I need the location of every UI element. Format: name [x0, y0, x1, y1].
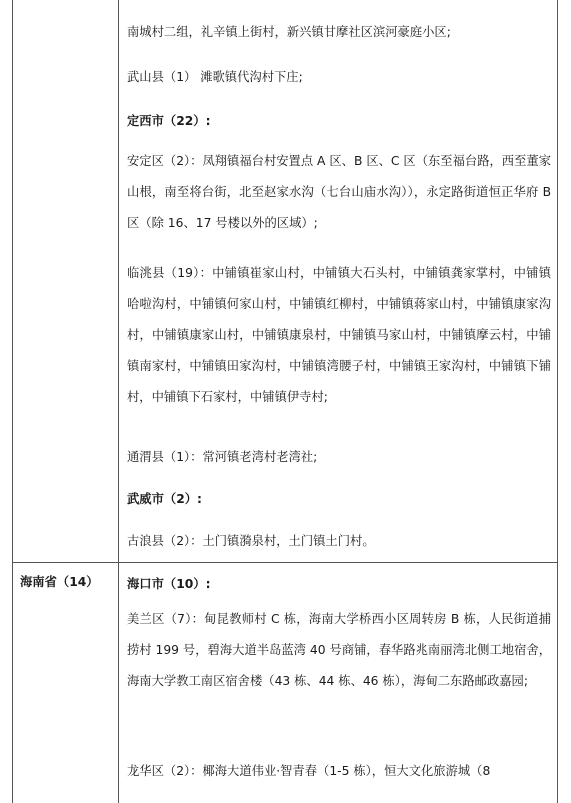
- table-left-border: [12, 0, 13, 803]
- paragraph: 武山县（1） 滩歌镇代沟村下庄;: [127, 70, 303, 84]
- paragraph: 南城村二组，礼辛镇上街村，新兴镇甘摩社区滨河豪庭小区;: [127, 25, 451, 39]
- province-cell: 海南省（14）: [20, 575, 99, 589]
- paragraph: 美兰区（7）：甸昆教师村 C 栋，海南大学桥西小区周转房 B 栋，人民街道捕捞村 199 号，碧海大道半岛蓝湾 40 号商铺，春华路兆南丽湾北侧工地宿舍，海南大学教工南区宿舍楼（43 栋、44 栋、46 栋），海甸二东路邮政嘉园;: [127, 612, 551, 688]
- paragraph: 通渭县（1）：常河镇老湾村老湾社;: [127, 450, 318, 464]
- city-heading: 定西市（22）:: [127, 114, 211, 128]
- paragraph: 安定区（2）：凤翔镇福台村安置点 A 区、B 区、C 区（东至福台路，西至董家山根，南至将台街，北至赵家水沟（七台山庙水沟）），永定路街道恒正华府 B 区（除 16、17 号楼以外的区域）;: [127, 154, 551, 230]
- paragraph: 临洮县（19）：中铺镇崔家山村，中铺镇大石头村，中铺镇龚家掌村，中铺镇哈啦沟村，中铺镇何家山村，中铺镇红柳村，中铺镇蒋家山村，中铺镇康家沟村，中铺镇康家山村，中铺镇康泉村，中铺镇马家山村，中铺镇摩云村，中铺镇南家村，中铺镇田家沟村，中铺镇湾腰子村，中铺镇王家沟村，中铺镇下铺村，中铺镇下石家村，中铺镇伊寺村;: [127, 266, 551, 404]
- table-column-divider: [118, 0, 119, 803]
- city-heading: 武威市（2）:: [127, 492, 202, 506]
- table-row-divider: [12, 562, 558, 563]
- paragraph: 龙华区（2）：椰海大道伟业·智青春（1-5 栋），恒大文化旅游城（8: [127, 764, 491, 778]
- paragraph: 古浪县（2）：土门镇漪泉村，土门镇土门村。: [127, 534, 375, 548]
- city-heading: 海口市（10）:: [127, 577, 211, 591]
- table-right-border: [557, 0, 558, 803]
